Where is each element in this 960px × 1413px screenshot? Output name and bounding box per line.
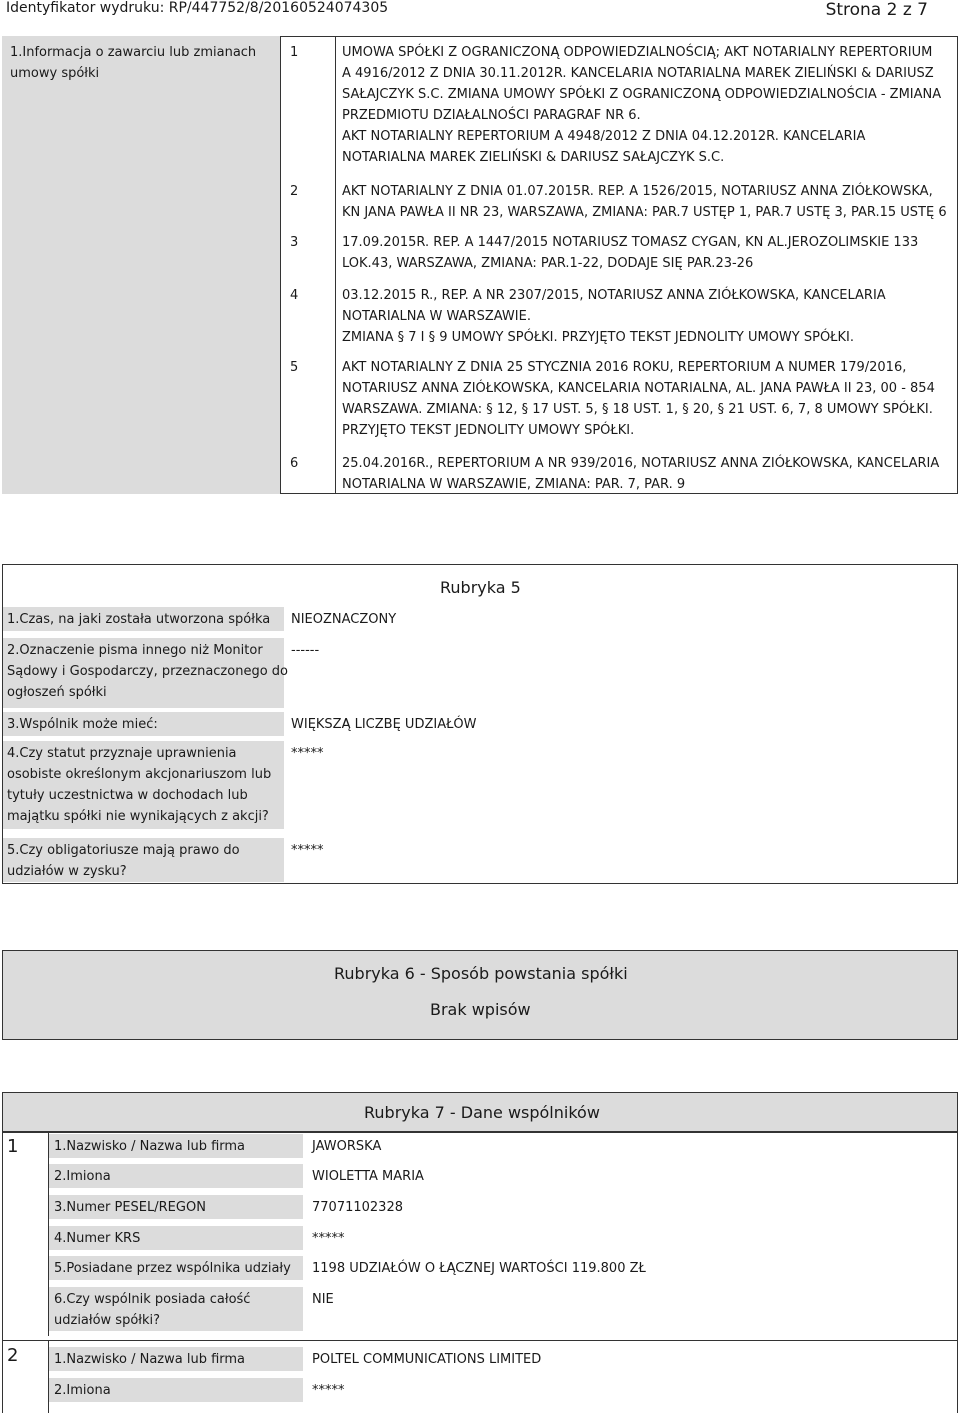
- partner-value: 1198 UDZIAŁÓW O ŁĄCZNEJ WARTOŚCI 119.800 ZŁ: [312, 1261, 646, 1276]
- partner-number: 1: [7, 1136, 19, 1157]
- entry-text-line: PRZEDMIOTU DZIAŁALNOŚCI PARAGRAF NR 6.: [342, 108, 641, 123]
- entry-text-line: NOTARIALNA W WARSZAWIE, ZMIANA: PAR. 7, PAR. 9: [342, 477, 686, 492]
- rubryka5-title: Rubryka 5: [440, 578, 521, 597]
- entry-text-line: AKT NOTARIALNY Z DNIA 01.07.2015R. REP. A 1526/2015, NOTARIUSZ ANNA ZIÓŁKOWSKA,: [342, 184, 933, 199]
- partner-value: *****: [312, 1231, 345, 1246]
- partner-label-line: 5.Posiadane przez wspólnika udziały: [54, 1261, 291, 1276]
- rubryka5-value: ------: [291, 643, 320, 658]
- entry-text-line: LOK.43, WARSZAWA, ZMIANA: PAR.1-22, DODAJE SIĘ PAR.23-26: [342, 256, 754, 271]
- rubryka5-label-line: tytuły uczestnictwa w dochodach lub: [7, 788, 248, 803]
- rubryka5-label-line: Sądowy i Gospodarczy, przeznaczonego do: [7, 664, 288, 679]
- entry-number: 4: [290, 288, 299, 303]
- rubryka5-value: *****: [291, 746, 324, 761]
- rubryka5-label-cell: [3, 712, 284, 736]
- entry-text-line: ZMIANA § 7 I § 9 UMOWY SPÓŁKI. PRZYJĘTO TEKST JEDNOLITY UMOWY SPÓŁKI.: [342, 330, 854, 345]
- partner-label-cell: [49, 1287, 303, 1331]
- info-label-line2: umowy spółki: [10, 66, 100, 81]
- entry-text-line: 03.12.2015 R., REP. A NR 2307/2015, NOTARIUSZ ANNA ZIÓŁKOWSKA, KANCELARIA: [342, 288, 886, 303]
- rubryka5-label-line: osobiste określonym akcjonariuszom lub: [7, 767, 272, 782]
- entry-number: 1: [290, 45, 299, 60]
- partner-label-cell: [49, 1256, 303, 1280]
- info-label-line1: 1.Informacja o zawarciu lub zmianach: [10, 45, 257, 60]
- partner-label-cell: [49, 1226, 303, 1250]
- entry-text-line: NOTARIALNA W WARSZAWIE.: [342, 309, 531, 324]
- partner-value: POLTEL COMMUNICATIONS LIMITED: [312, 1352, 542, 1367]
- partner-label-cell: [49, 1378, 303, 1402]
- rubryka5-label-cell: [3, 741, 284, 829]
- entry-number: 2: [290, 184, 299, 199]
- partner-label-line: 1.Nazwisko / Nazwa lub firma: [54, 1352, 246, 1367]
- rubryka6-title: Rubryka 6 - Sposób powstania spółki: [334, 964, 628, 983]
- partner-label-line: 6.Czy wspólnik posiada całość: [54, 1292, 251, 1307]
- rubryka5-value: *****: [291, 843, 324, 858]
- rubryka5-label-line: 4.Czy statut przyznaje uprawnienia: [7, 746, 237, 761]
- rubryka5-value: NIEOZNACZONY: [291, 612, 397, 627]
- rubryka5-label-cell: [3, 838, 284, 882]
- print-id: Identyfikator wydruku: RP/447752/8/20160524074305: [6, 0, 389, 16]
- partner-value: WIOLETTA MARIA: [312, 1169, 424, 1184]
- rubryka5-label-line: 5.Czy obligatoriusze mają prawo do: [7, 843, 240, 858]
- entry-text-line: KN JANA PAWŁA II NR 23, WARSZAWA, ZMIANA: PAR.7 USTĘP 1, PAR.7 USTĘ 3, PAR.15 USTĘ 6: [342, 205, 947, 220]
- rubryka5-label-line: 2.Oznaczenie pisma innego niż Monitor: [7, 643, 263, 658]
- entry-text-line: PRZYJĘTO TEKST JEDNOLITY UMOWY SPÓŁKI.: [342, 423, 635, 438]
- entry-number: 6: [290, 456, 299, 471]
- entry-text-line: NOTARIUSZ ANNA ZIÓŁKOWSKA, KANCELARIA NOTARIALNA, AL. JANA PAWŁA II 23, 00 - 854: [342, 381, 935, 396]
- info-label-cell: [2, 36, 280, 494]
- partner-value: JAWORSKA: [312, 1139, 382, 1154]
- entry-text-line: WARSZAWA. ZMIANA: § 12, § 17 UST. 5, § 18 UST. 1, § 20, § 21 UST. 6, 7, 8 UMOWY SPÓŁKI.: [342, 402, 933, 417]
- partner-label-line: udziałów spółki?: [54, 1313, 161, 1328]
- partner-number: 2: [7, 1345, 19, 1366]
- entry-text-line: A 4916/2012 Z DNIA 30.11.2012R. KANCELARIA NOTARIALNA MAREK ZIELIŃSKI & DARIUSZ: [342, 66, 934, 81]
- rubryka5-label-cell: [3, 607, 284, 631]
- entry-number: 3: [290, 235, 299, 250]
- rubryka5-label-line: 3.Wspólnik może mieć:: [7, 717, 158, 732]
- rubryka5-label-line: majątku spółki nie wynikających z akcji?: [7, 809, 269, 824]
- entry-number: 5: [290, 360, 299, 375]
- page-number: Strona 2 z 7: [825, 0, 928, 20]
- rubryka5-label-line: udziałów w zysku?: [7, 864, 127, 879]
- partner-value: 77071102328: [312, 1200, 403, 1215]
- entry-text-line: AKT NOTARIALNY Z DNIA 25 STYCZNIA 2016 ROKU, REPERTORIUM A NUMER 179/2016,: [342, 360, 907, 375]
- partner-label-cell: [49, 1347, 303, 1371]
- entry-text-line: 17.09.2015R. REP. A 1447/2015 NOTARIUSZ TOMASZ CYGAN, KN AL.JEROZOLIMSKIE 133: [342, 235, 919, 250]
- rubryka5-value: WIĘKSZĄ LICZBĘ UDZIAŁÓW: [291, 717, 477, 732]
- partner-label-cell: [49, 1164, 303, 1188]
- rubryka6-empty: Brak wpisów: [430, 1000, 531, 1019]
- rubryka5-label-line: 1.Czas, na jaki została utworzona spółka: [7, 612, 271, 627]
- partner-label-line: 3.Numer PESEL/REGON: [54, 1200, 206, 1215]
- entry-text-line: NOTARIALNA MAREK ZIELIŃSKI & DARIUSZ SAŁAJCZYK S.C.: [342, 150, 725, 165]
- rubryka5-label-cell: [3, 638, 288, 708]
- partner-label-line: 1.Nazwisko / Nazwa lub firma: [54, 1139, 246, 1154]
- partner-label-cell: [49, 1134, 303, 1158]
- partner-label-cell: [49, 1195, 303, 1219]
- rubryka7-title: Rubryka 7 - Dane wspólników: [364, 1103, 600, 1122]
- entry-text-line: UMOWA SPÓŁKI Z OGRANICZONĄ ODPOWIEDZIALNOŚCIĄ; AKT NOTARIALNY REPERTORIUM: [342, 45, 933, 60]
- partner-label-line: 4.Numer KRS: [54, 1231, 141, 1246]
- partner-label-line: 2.Imiona: [54, 1169, 111, 1184]
- entry-text-line: SAŁAJCZYK S.C. ZMIANA UMOWY SPÓŁKI Z OGRANICZONĄ ODPOWIEDZIALNOŚCIA - ZMIANA: [342, 87, 942, 102]
- partner-label-line: 2.Imiona: [54, 1383, 111, 1398]
- partner-value: NIE: [312, 1292, 334, 1307]
- partner-separator: [2, 1340, 958, 1341]
- partner-value: *****: [312, 1383, 345, 1398]
- entry-text-line: 25.04.2016R., REPERTORIUM A NR 939/2016, NOTARIUSZ ANNA ZIÓŁKOWSKA, KANCELARIA: [342, 456, 940, 471]
- rubryka5-label-line: ogłoszeń spółki: [7, 685, 107, 700]
- entry-text-line: AKT NOTARIALNY REPERTORIUM A 4948/2012 Z DNIA 04.12.2012R. KANCELARIA: [342, 129, 866, 144]
